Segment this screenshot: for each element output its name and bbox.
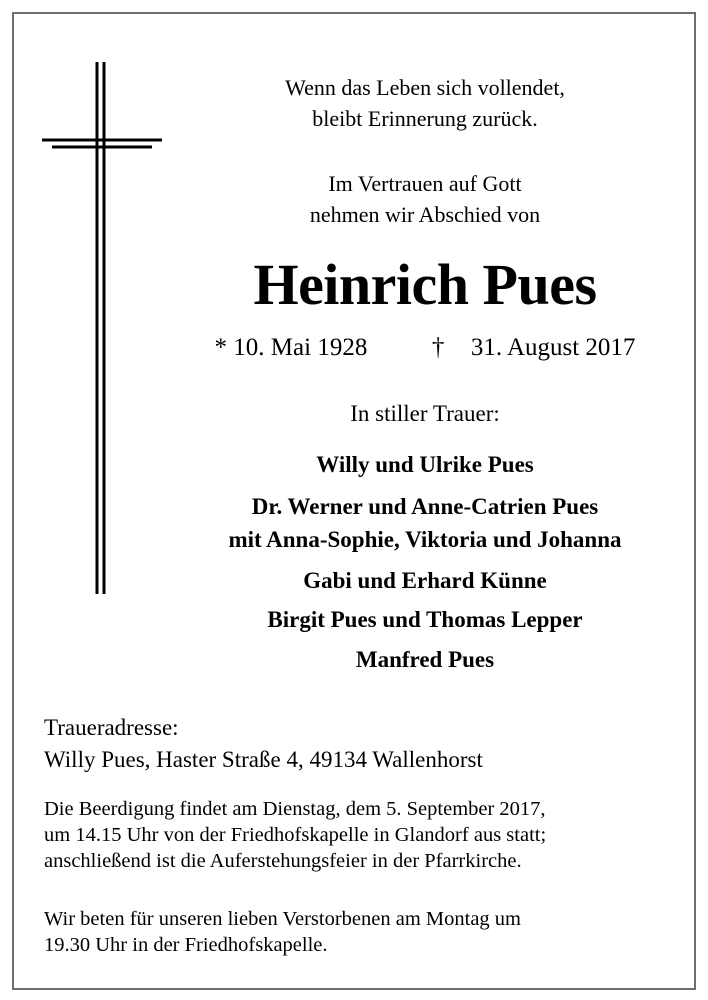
- address-value: Willy Pues, Haster Straße 4, 49134 Wallenhorst: [44, 747, 483, 772]
- family-line-2: Dr. Werner und Anne-Catrien Pues: [251, 494, 599, 519]
- address-label: Traueradresse:: [44, 715, 179, 740]
- family-line-3: mit Anna-Sophie, Viktoria und Johanna: [228, 527, 622, 552]
- death-date: 31. August 2017: [470, 334, 636, 361]
- family-line-5: Birgit Pues und Thomas Lepper: [267, 607, 583, 632]
- family-line-4: Gabi und Erhard Künne: [303, 568, 547, 593]
- funeral-line-1: Die Beerdigung findet am Dienstag, dem 5. September 2017,: [44, 798, 546, 820]
- mourning-heading: In stiller Trauer:: [350, 401, 500, 426]
- funeral-line-3: anschließend ist die Auferstehungsfeier in der Pfarrkirche.: [44, 850, 522, 872]
- motto-line-1: Wenn das Leben sich vollendet,: [285, 75, 565, 100]
- prayer-line-1: Wir beten für unseren lieben Verstorbenen am Montag um: [44, 908, 521, 930]
- birth-date: * 10. Mai 1928: [214, 334, 368, 361]
- announcement-line-2: nehmen wir Abschied von: [309, 202, 541, 227]
- family-line-1: Willy und Ulrike Pues: [316, 452, 534, 477]
- funeral-line-2: um 14.15 Uhr von der Friedhofskapelle in Glandorf aus statt;: [44, 824, 547, 846]
- death-symbol: †: [431, 334, 445, 361]
- family-line-6: Manfred Pues: [355, 647, 495, 672]
- life-dates: [175, 333, 675, 363]
- cross-icon: [42, 62, 162, 594]
- funeral-notice: [44, 796, 668, 874]
- address-block: [44, 712, 668, 776]
- motto-line-2: bleibt Erinnerung zurück.: [312, 106, 538, 131]
- prayer-notice: [44, 906, 668, 958]
- prayer-line-2: 19.30 Uhr in der Friedhofskapelle.: [44, 934, 328, 956]
- deceased-name: Heinrich Pues: [253, 252, 597, 317]
- announcement-line-1: Im Vertrauen auf Gott: [328, 171, 522, 196]
